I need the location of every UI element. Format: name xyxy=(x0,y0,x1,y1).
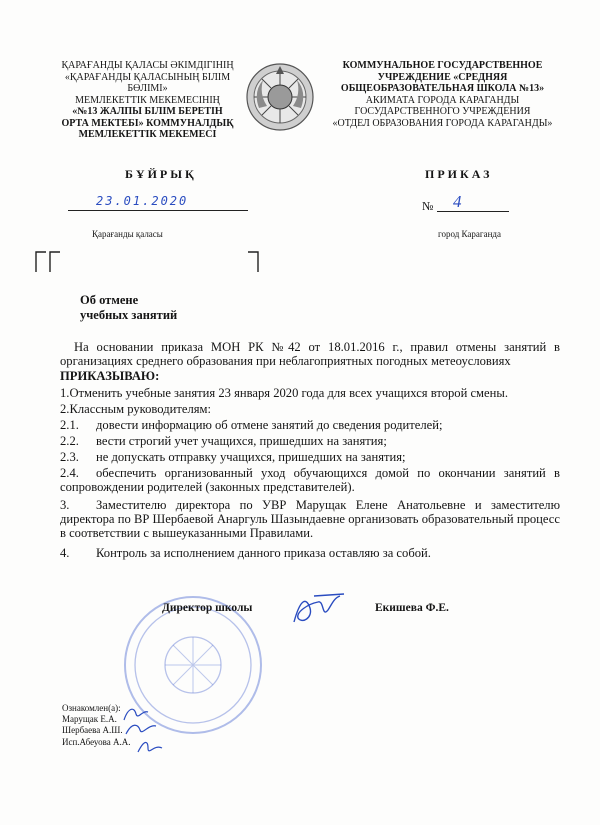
order-command: ПРИКАЗЫВАЮ: xyxy=(60,369,160,383)
signatory-name: Екишева Ф.Е. xyxy=(375,602,449,614)
item-text: Заместителю директора по УВР Марущак Елене Анатольевне и заместителю директора по ВР Шербаевой Анаргуль Шазындаевне организовать образовательный процесс в соответствии с вышеуказанными Правилами. xyxy=(60,498,560,541)
date-underline xyxy=(68,210,248,211)
order-number-prefix: № xyxy=(422,199,434,213)
item-text: Классным руководителям: xyxy=(69,402,212,416)
header-left-line: БӨЛІМІ» xyxy=(127,83,168,94)
header-left-line: ҚАРАҒАНДЫ ҚАЛАСЫ ӘКІМДІГІНІҢ xyxy=(61,60,234,71)
handwritten-number: 4 xyxy=(453,192,462,211)
header-left-line: «№13 ЖАЛПЫ БІЛІМ БЕРЕТІН xyxy=(72,106,223,117)
acknowledgement-signatures-icon xyxy=(118,700,178,762)
header-right-line: АКИМАТА ГОРОДА КАРАГАНДЫ xyxy=(365,94,520,106)
item-text: обеспечить организованный уход обучающихся домой по окончании занятий в сопровождении родителей (законных представителей). xyxy=(60,466,560,495)
header-left-line: ОРТА МЕКТЕБІ» КОММУНАЛДЫҚ xyxy=(61,117,234,129)
header-right-line: ОБЩЕОБРАЗОВАТЕЛЬНАЯ ШКОЛА №13» xyxy=(340,83,545,94)
order-item xyxy=(60,402,560,416)
header-left-line: МЕМЛЕКЕТТІК МЕКЕМЕСІ xyxy=(78,129,217,140)
item-number: 2. xyxy=(60,402,70,416)
acknowledged-person: Марущак Е.А. xyxy=(62,714,117,725)
order-intro: На основании приказа МОН РК №42 от 18.01.2016 г., правил отмены занятий в организациях среднего образования при неблагоприятных погодных метеоусловиях xyxy=(60,340,560,369)
header-right-line: КОММУНАЛЬНОЕ ГОСУДАРСТВЕННОЕ xyxy=(342,60,543,71)
item-text: Контроль за исполнением данного приказа оставляю за собой. xyxy=(96,546,431,560)
order-item xyxy=(60,498,560,541)
item-number: 2.1. xyxy=(60,418,79,432)
item-text: вести строгий учет учащихся, пришедших на занятия; xyxy=(96,434,387,448)
order-item xyxy=(60,466,560,494)
acknowledged-person: Исп.Абеуова А.А. xyxy=(62,736,131,747)
item-number: 3. xyxy=(60,498,70,512)
header-russian xyxy=(325,60,560,129)
header-left-line: «ҚАРАҒАНДЫ ҚАЛАСЫНЫҢ БІЛІМ xyxy=(64,71,231,83)
subject-line: учебных занятий xyxy=(80,308,178,322)
city-russian: город Караганда xyxy=(438,229,501,239)
city-kazakh: Қарағанды қаласы xyxy=(92,229,163,239)
item-number: 4. xyxy=(60,546,70,560)
item-number: 2.2. xyxy=(60,434,79,448)
item-number: 1. xyxy=(60,386,70,400)
order-subject xyxy=(80,293,177,323)
header-right-line: «ОТДЕЛ ОБРАЗОВАНИЯ ГОРОДА КАРАГАНДЫ» xyxy=(332,117,553,129)
item-text: довести информацию об отмене занятий до сведения родителей; xyxy=(96,418,443,432)
header-right-line: УЧРЕЖДЕНИЕ «СРЕДНЯЯ xyxy=(377,71,508,83)
title-russian: ПРИКАЗ xyxy=(425,167,493,181)
title-kazakh: БҰЙРЫҚ xyxy=(125,167,197,181)
signatory-role: Директор школы xyxy=(162,602,253,614)
subject-line: Об отмене xyxy=(80,293,139,307)
order-item xyxy=(60,386,560,400)
header-right-line: ГОСУДАРСТВЕННОГО УЧРЕЖДЕНИЯ xyxy=(354,106,531,117)
director-signature-icon xyxy=(288,588,348,630)
order-item xyxy=(60,418,560,432)
item-text: не допускать отправку учащихся, пришедших на занятия; xyxy=(96,450,406,464)
item-number: 2.4. xyxy=(60,466,79,480)
acknowledged-person: Шербаева А.Ш. xyxy=(62,725,123,736)
item-text: Отменить учебные занятия 23 января 2020 года для всех учащихся второй смены. xyxy=(69,386,508,400)
order-item xyxy=(60,546,560,560)
state-emblem-icon xyxy=(245,62,315,132)
handwritten-date: 23.01.2020 xyxy=(96,194,189,208)
number-underline xyxy=(437,211,509,212)
order-item xyxy=(60,434,560,448)
header-kazakh xyxy=(50,60,245,141)
acknowledgement-heading: Ознакомлен(а): xyxy=(62,703,121,713)
header-left-line: МЕМЛЕКЕТТІК МЕКЕМЕСІНІҢ xyxy=(75,94,220,106)
order-item xyxy=(60,450,560,464)
item-number: 2.3. xyxy=(60,450,79,464)
field-corner-marks xyxy=(34,250,274,274)
